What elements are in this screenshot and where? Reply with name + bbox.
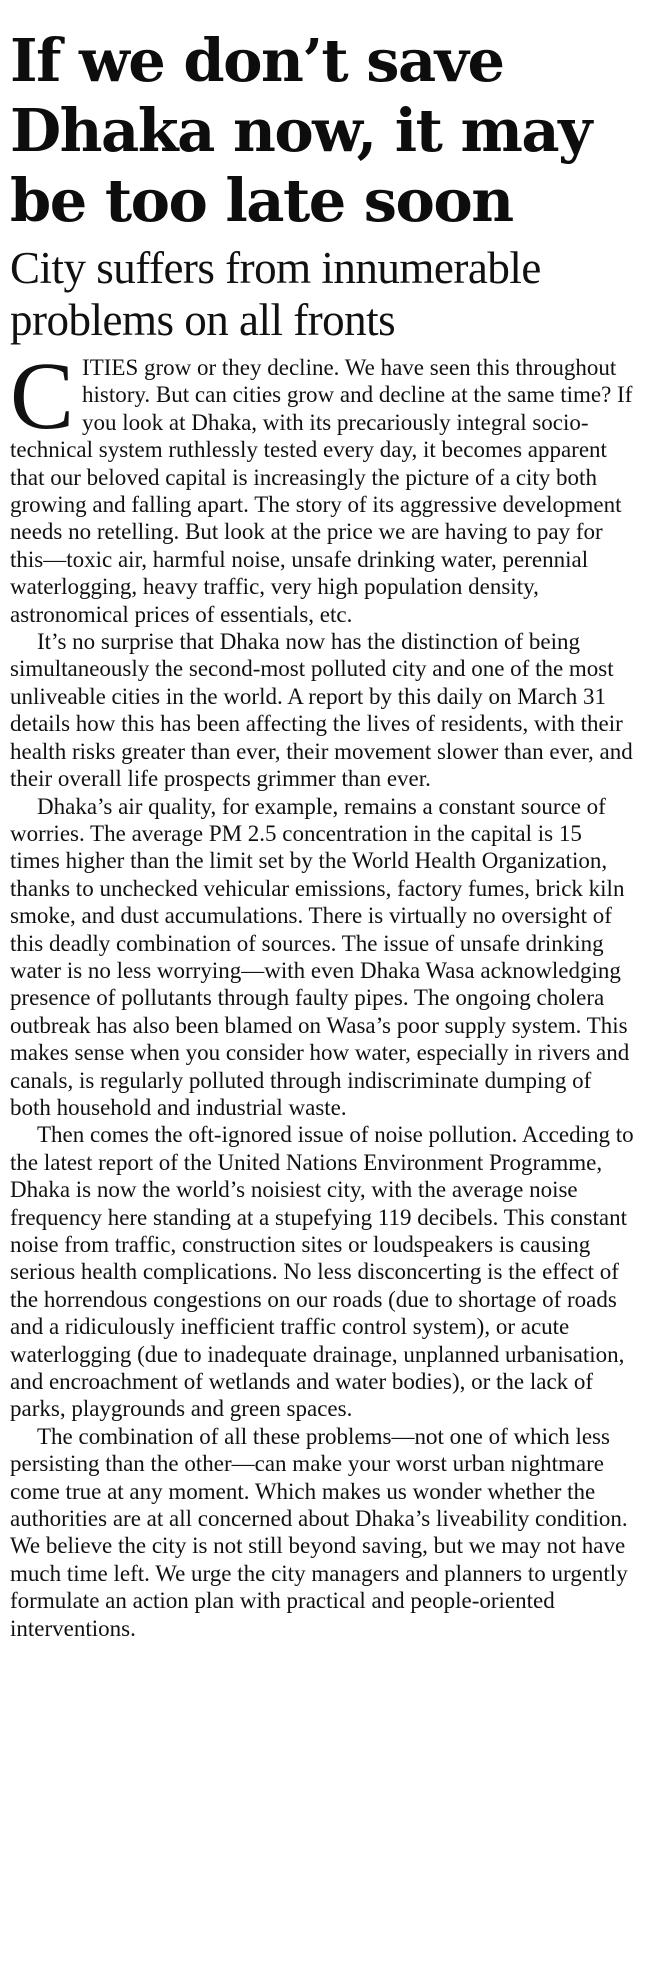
drop-cap: C — [10, 342, 75, 449]
article-paragraph-4: Then comes the oft-ignored issue of noise pollution. Acceding to the latest report of the United Nations Environment Programme, Dhaka is now the world’s noisiest city, with the average noise frequency here standing at a stupefying 119 decibels. This constant noise from traffic, construction sites or loudspeakers is causing serious health complications. No less disconcerting is the effect of the horrendous congestions on our roads (due to shortage of roads and a ridiculously inefficient traffic control system), or acute waterlogging (due to inadequate drainage, unplanned urbanisation, and encroachment of wetlands and water bodies), or the lack of parks, playgrounds and green spaces. — [10, 1122, 634, 1422]
article-paragraph-5: The combination of all these problems—not one of which less persisting than the other—can make your worst urban nightmare come true at any moment. Which makes us wonder whether the authorities are at all concerned about Dhaka’s liveability condition. We believe the city is not still beyond saving, but we may not have much time left. We urge the city managers and planners to urgently formulate an action plan with practical and people-oriented interventions. — [10, 1423, 628, 1641]
article-body — [10, 342, 637, 1642]
article-paragraph-3: Dhaka’s air quality, for example, remains a constant source of worries. The average PM 2.5 concentration in the capital is 15 times higher than the limit set by the World Health Organization, thanks to unchecked vehicular emissions, factory fumes, brick kiln smoke, and dust accumulations. There is virtually no oversight of this deadly combination of sources. The issue of unsafe drinking water is no less worrying—with even Dhaka Wasa acknowledging presence of pollutants through faulty pipes. The ongoing cholera outbreak has also been blamed on Wasa’s poor supply system. This makes sense when you consider how water, especially in rivers and canals, is regularly polluted through indiscriminate dumping of both household and industrial waste. — [10, 793, 630, 1120]
first-paragraph-text: ITIES grow or they decline. We have seen this throughout history. But can cities grow and decline at the same time? If you look at Dhaka, with its precariously integral socio-technical system ruthlessly tested every day, it becomes apparent that our beloved capital is increasingly the picture of a city both growing and falling apart. The story of its aggressive development needs no retelling. But look at the price we are having to pay for this—toxic air, harmful noise, unsafe drinking water, perennial waterlogging, heavy traffic, very high population density, astronomical prices of essentials, etc. — [10, 355, 633, 627]
article-paragraph-2: It’s no surprise that Dhaka now has the distinction of being simultaneously the second-most polluted city and one of the most unliveable cities in the world. A report by this daily on March 31 details how this has been affecting the lives of residents, with their health risks greater than ever, their movement slower than ever, and their overall life prospects grimmer than ever. — [10, 629, 633, 792]
headline: If we don’t save Dhaka now, it may be too late soon — [10, 26, 591, 235]
article-paragraph-1 — [10, 342, 637, 628]
subheadline: City suffers from innumerable problems on all fronts — [10, 243, 541, 345]
